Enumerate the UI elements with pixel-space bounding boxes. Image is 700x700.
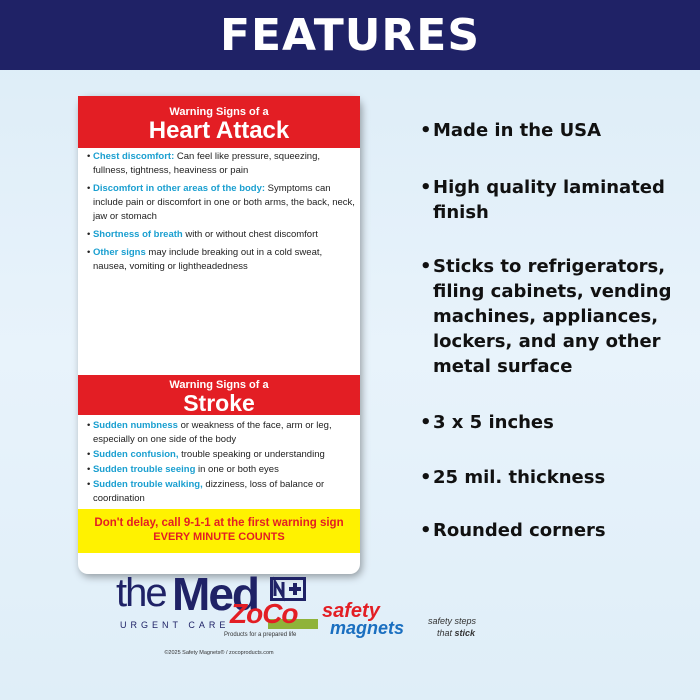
sign-text: in one or both eyes <box>195 464 279 475</box>
bullet-icon: • <box>420 177 432 198</box>
sign-highlight: Sudden numbness <box>92 420 178 431</box>
sign-text: trouble speaking or understanding <box>178 449 325 460</box>
sign-item <box>87 448 355 462</box>
stroke-subtitle: Warning Signs of a <box>169 379 269 391</box>
bullet-icon: • <box>420 412 432 433</box>
sign-highlight: Sudden trouble walking, <box>92 479 203 490</box>
themed-logo <box>78 553 360 653</box>
safety-magnets-word-1: safety <box>322 600 380 622</box>
call-to-action-banner <box>78 509 360 553</box>
zoco-tagline: Products for a prepared life <box>224 632 297 638</box>
safety-magnets-word-2: magnets <box>330 618 405 638</box>
sign-text: Symptoms can include pain or discomfort in one or both arms, the back, neck, jaw or stomach <box>93 183 355 222</box>
feature-text: 25 mil. thickness <box>433 467 606 488</box>
stroke-signs <box>87 419 355 522</box>
stroke-title: Stroke <box>183 390 255 416</box>
sign-text: Can feel like pressure, squeezing, fullness, tightness, heaviness or pain <box>93 151 321 176</box>
sign-item <box>87 228 355 242</box>
bullet-icon: • <box>420 467 432 488</box>
bullet-icon: • <box>420 520 432 541</box>
tagline-bold: stick <box>454 628 476 638</box>
sign-highlight: Discomfort in other areas of the body: <box>92 183 266 194</box>
bullet-icon: • <box>87 420 91 431</box>
sign-highlight: Sudden trouble seeing <box>92 464 196 475</box>
safety-magnets-tagline-2 <box>437 628 475 638</box>
sign-item <box>87 182 355 224</box>
bullet-icon: • <box>87 247 91 258</box>
cta-line-2: EVERY MINUTE COUNTS <box>153 531 285 543</box>
bullet-icon: • <box>87 229 91 240</box>
tagline-prefix: that <box>437 628 455 638</box>
feature-item <box>420 118 601 143</box>
feature-text: Made in the USA <box>433 120 602 141</box>
feature-text: Sticks to refrigerators, filing cabinets, vending machines, appliances, lockers, and any other metal surface <box>433 256 672 377</box>
feature-text: 3 x 5 inches <box>433 412 554 433</box>
sign-item <box>87 419 355 447</box>
sign-text: dizziness, loss of balance or coordination <box>93 479 325 504</box>
zoco-logo <box>224 598 308 642</box>
safety-magnets-tagline-1: safety steps <box>428 616 477 626</box>
zoco-wordmark: ZoCo <box>230 598 298 629</box>
copyright-text: ©2025 Safety Magnets® / zocoproducts.com <box>164 650 274 656</box>
sign-highlight: Chest discomfort: <box>92 151 175 162</box>
sign-item <box>87 150 355 178</box>
feature-item <box>420 465 605 490</box>
sign-text: may include breaking out in a cold sweat, nausea, vomiting or lightheadedness <box>93 247 323 272</box>
heart-attack-title: Heart Attack <box>148 117 290 144</box>
page-title: FEATURES <box>219 9 481 61</box>
feature-item <box>420 518 606 543</box>
feature-item <box>420 175 690 225</box>
logo-med: Med <box>172 568 258 620</box>
logo-the: the <box>116 571 166 615</box>
heart-attack-signs <box>87 150 355 278</box>
sign-text: or weakness of the face, arm or leg, especially on one side of the body <box>93 420 332 445</box>
bullet-icon: • <box>87 464 91 475</box>
safety-magnets-logo <box>322 600 482 646</box>
bullet-icon: • <box>420 120 432 141</box>
feature-item <box>420 254 690 379</box>
bullet-icon: • <box>87 449 91 460</box>
sign-highlight: Sudden confusion, <box>92 449 179 460</box>
bullet-icon: • <box>87 183 91 194</box>
sign-highlight: Other signs <box>92 247 146 258</box>
stroke-banner <box>78 375 360 415</box>
cta-line-1: Don't delay, call 9-1-1 at the first warning sign <box>94 517 344 529</box>
logo-subtitle: URGENT CARE <box>120 620 230 630</box>
bullet-icon: • <box>420 256 432 277</box>
sign-item <box>87 246 355 274</box>
sign-text: with or without chest discomfort <box>182 229 318 240</box>
heart-attack-banner <box>78 96 360 148</box>
sign-item <box>87 478 355 506</box>
features-header <box>0 0 700 70</box>
bullet-icon: • <box>87 479 91 490</box>
heart-attack-subtitle: Warning Signs of a <box>169 106 269 118</box>
sign-item <box>87 463 355 477</box>
bullet-icon: • <box>87 151 91 162</box>
feature-item <box>420 410 554 435</box>
feature-text: Rounded corners <box>433 520 606 541</box>
sign-highlight: Shortness of breath <box>92 229 183 240</box>
feature-text: High quality laminated finish <box>433 177 665 223</box>
